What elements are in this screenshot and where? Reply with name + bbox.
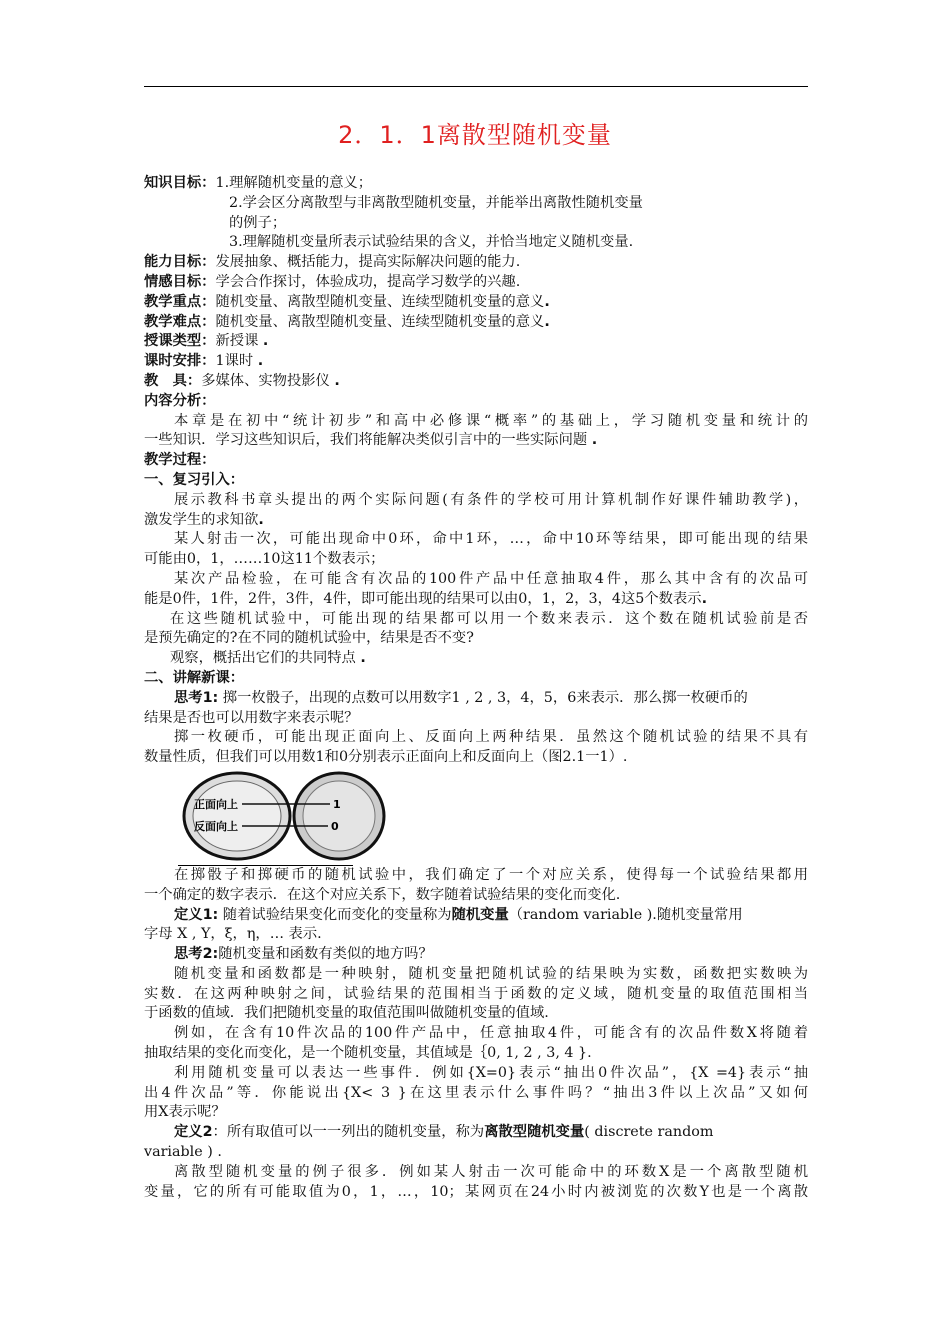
- header-rule: [144, 86, 808, 87]
- key-point-text: 随机变量、离散型随机变量、连续型随机变量的意义: [215, 293, 545, 310]
- event-text-1: 利用随机变量可以表达一些事件．例如{X=0}表示“抽出0件次品”，{X =4}表示“抽: [174, 1064, 808, 1081]
- section-1-heading: 一、复习引入：: [144, 471, 245, 488]
- ability-text: 发展抽象、概括能力，提高实际解决问题的能力.: [215, 254, 521, 271]
- sec1-p3a: 某次产品检验，在可能含有次品的100件产品中任意抽取4件，那么其中含有的次品可: [174, 570, 808, 587]
- think-2-text: 随机变量和函数有类似的地方吗？: [218, 946, 433, 963]
- document-body: 知识目标：1.理解随机变量的意义； 2.学会区分离散型与非离散型随机变量，并能举出离散性随机变量 的例子； 3.理解随机变量所表示试验结果的含义，并恰当地定义随机变量. 能力目标：发展抽象、概括能力，提高实际解决问题的能力. 情感目标：学会合作探讨，体验成功，提高学习数学的兴趣. 教学重点：随机变量、离散型随机变量、连续型随机变量的意义. 教学难点：随机变量、离散型随机变量、连续型随机变量的意义. 授课类型：新授课 . 课时安排：1课时 . 教 具：多媒体、实物投影仪 . 内容分析： 本章是在初中“统计初步”和高中必修课“概率”的基础上，学习随机变量和统计的 一些知识．学习这些知识后，我们将能解决类似引言中的一些实际问题 . 教学过程： 一、复习引入： 展示教科书章头提出的两个实际问题(有条件的学校可用计算机制作好课件辅助教学)， 激发学生的求知欲. 某人射击一次，可能出现命中0环，命中1环，…，命中10环等结果，即可能出现的结果 可能由0，1，……10这11个数表示； 某次产品检验，在可能含有次品的100件产品中任意抽取4件，那么其中含有的次品可 能是0件，1件，2件，3件，4件，即可能出现的结果可以由0，1，2，3，4这5个数表示. 在这些随机试验中，可能出现的结果都可以用一个数来表示．这个数在随机试验前是否 是预先确定的?在不同的随机试验中，结果是否不变? 观察，概括出它们的共同特点 . 二、讲解新课： 思考1: 掷一枚骰子，出现的点数可以用数字1 , 2 , 3，4，5，6来表示．那么掷一枚硬币的 结果是否也可以用数字来表示呢？ 掷一枚硬币，可能出现正面向上、反面向上两种结果．虽然这个随机试验的结果不具有 数量性质，但我们可以用数1和0分别表示正面向上和反面向上（图2.1一1）. 正面向上 反面向上 1 0 在掷骰子和掷硬币的随机试验中，我们确定了一个对应关系，使得每一个试验结果都用 一个确定的数字表示．在这个对应关系下，数字随着试验结果的变化而变化. 定义1: 随着试验结果变化而变化的变量称为随机变量（random variable ).随机变量常用 字母 X , Y，ξ，η，… 表示. 思考2:随机变量和函数有类似的地方吗？ 随机变量和函数都是一种映射，随机变量把随机试验的结果映为实数，函数把实数映为 实数．在这两种映射之间，试验结果的范围相当于函数的定义域，随机变量的取值范围相当 于函数的值域．我们把随机变量的取值范围叫做随机变量的值域. 例如，在含有10件次品的100件产品中，任意抽取4件，可能含有的次品件数X将随着 抽取结果的变化而变化，是一个随机变量，其值域是｛0, 1, 2 , 3, 4 }. 利用随机变量可以表达一些事件．例如{X=0}表示“抽出0件次品”，{X =4}表示“抽 出4件次品”等．你能说出{X< 3 }在这里表示什么事件吗？“抽出3件以上次品”又如何 用X表示呢？ 定义2：所有取值可以一一列出的随机变量，称为离散型随机变量( discrete random variable ) . 离散型随机变量的例子很多．例如某人射击一次可能命中的环数X是一个离散型随机 变量，它的所有可能取值为0，1，…，10；某网页在24小时内被浏览的次数Y也是一个离散: [144, 174, 808, 1202]
- label-number-one: 1: [333, 797, 341, 811]
- definition-1-term: 随机变量: [451, 906, 509, 923]
- sec1-p4b: 是预先确定的?在不同的随机试验中，结果是否不变?: [144, 630, 474, 647]
- knowledge-item-2b: 的例子；: [229, 214, 287, 231]
- label-heads-up: 正面向上: [194, 797, 238, 811]
- label-tails-up: 反面向上: [194, 819, 238, 833]
- hours-text: 1课时: [215, 353, 254, 370]
- sec1-p4a: 在这些随机试验中，可能出现的结果都可以用一个数来表示．这个数在随机试验前是否: [170, 610, 808, 627]
- definition-2-line-2: variable ) .: [144, 1144, 222, 1161]
- hours-label: 课时安排：: [144, 353, 216, 370]
- process-label: 教学过程：: [144, 452, 216, 469]
- emotion-label: 情感目标：: [144, 273, 216, 290]
- mapping-text-2: 一个确定的数字表示．在这个对应关系下，数字随着试验结果的变化而变化.: [144, 886, 621, 903]
- sec1-p2b: 可能由0，1，……10这11个数表示；: [144, 551, 385, 568]
- definition-2-label: 定义2: [174, 1124, 213, 1141]
- example-text-1: 例如，在含有10件次品的100件产品中，任意抽取4件，可能含有的次品件数X将随着: [174, 1025, 808, 1042]
- sec1-p3b: 能是0件，1件，2件，3件，4件，即可能出现的结果可以由0，1，2，3，4这5个数表示: [144, 590, 702, 607]
- difficulty-label: 教学难点：: [144, 313, 216, 330]
- tools-text: 多媒体、实物投影仪: [201, 372, 330, 389]
- sec1-p5: 观察，概括出它们的共同特点: [170, 650, 356, 667]
- outcome-ellipse-inner: [193, 781, 281, 851]
- difficulty-text: 随机变量、离散型随机变量、连续型随机变量的意义: [215, 313, 545, 330]
- sec1-p2a: 某人射击一次，可能出现命中0环，命中1环，…，命中10环等结果，即可能出现的结果: [174, 531, 808, 548]
- coin-text-1: 掷一枚硬币，可能出现正面向上、反面向上两种结果．虽然这个随机试验的结果不具有: [174, 729, 808, 746]
- definition-1-line-2: 字母 X , Y，ξ，η，… 表示.: [144, 926, 322, 943]
- definition-2-pre: ：所有取值可以一一列出的随机变量，称为: [212, 1124, 485, 1141]
- lesson-type-label: 授课类型：: [144, 333, 216, 350]
- definition-2-term: 离散型随机变量: [484, 1124, 585, 1141]
- label-number-zero: 0: [331, 819, 339, 833]
- think-1-label: 思考1:: [174, 689, 219, 706]
- definition-1-post: （random variable ).随机变量常用: [508, 906, 743, 923]
- figure-underline: [178, 865, 353, 866]
- discrete-text-1: 离散型随机变量的例子很多．例如某人射击一次可能命中的环数X是一个离散型随机: [174, 1163, 808, 1180]
- mapping-text-1: 在掷骰子和掷硬币的随机试验中，我们确定了一个对应关系，使得每一个试验结果都用: [174, 866, 808, 883]
- number-ellipse-inner: [303, 781, 375, 851]
- think-1-text-b: 结果是否也可以用数字来表示呢？: [144, 709, 359, 726]
- example-text-2: 抽取结果的变化而变化，是一个随机变量，其值域是｛0, 1, 2 , 3, 4 }.: [144, 1045, 592, 1062]
- knowledge-item-1: 1.理解随机变量的意义；: [215, 175, 373, 191]
- coin-text-2: 数量性质，但我们可以用数1和0分别表示正面向上和反面向上（图2.1一1）.: [144, 749, 628, 766]
- analysis-label: 内容分析：: [144, 392, 216, 409]
- coin-mapping-diagram: [182, 770, 442, 862]
- event-text-2: 出4件次品”等．你能说出{X< 3 }在这里表示什么事件吗？“抽出3件以上次品”又如何: [144, 1084, 808, 1101]
- page-title: 2．1．1离散型随机变量: [338, 121, 612, 149]
- knowledge-item-2a: 2.学会区分离散型与非离散型随机变量，并能举出离散性随机变量: [229, 194, 643, 211]
- lesson-type-text: 新授课: [215, 333, 259, 350]
- think-2-label: 思考2:: [174, 946, 219, 963]
- sec1-p1b: 激发学生的求知欲: [144, 511, 259, 528]
- key-point-label: 教学重点：: [144, 293, 216, 310]
- knowledge-item-3: 3.理解随机变量所表示试验结果的含义，并恰当地定义随机变量.: [229, 234, 634, 251]
- tools-label: 教 具：: [144, 372, 202, 389]
- function-text-1: 随机变量和函数都是一种映射，随机变量把随机试验的结果映为实数，函数把实数映为: [174, 965, 808, 982]
- ability-label: 能力目标：: [144, 254, 216, 271]
- analysis-line-2: 一些知识．学习这些知识后，我们将能解决类似引言中的一些实际问题: [144, 432, 588, 449]
- think-1-text-a: 掷一枚骰子，出现的点数可以用数字1 , 2 , 3，4，5，6来表示．那么掷一枚硬币的: [218, 689, 748, 706]
- event-text-3: 用X表示呢？: [144, 1104, 226, 1121]
- analysis-line-1: 本章是在初中“统计初步”和高中必修课“概率”的基础上，学习随机变量和统计的: [174, 412, 808, 429]
- function-text-3: 于函数的值域．我们把随机变量的取值范围叫做随机变量的值域.: [144, 1005, 549, 1022]
- section-2-heading: 二、讲解新课：: [144, 669, 245, 686]
- emotion-text: 学会合作探讨，体验成功，提高学习数学的兴趣.: [215, 273, 521, 290]
- definition-2-post: ( discrete random: [584, 1124, 714, 1141]
- sec1-p1a: 展示教科书章头提出的两个实际问题(有条件的学校可用计算机制作好课件辅助教学)，: [174, 491, 808, 508]
- definition-1-pre: 随着试验结果变化而变化的变量称为: [218, 906, 452, 923]
- function-text-2: 实数．在这两种映射之间，试验结果的范围相当于函数的定义域，随机变量的取值范围相当: [144, 985, 808, 1002]
- coin-mapping-figure: [144, 768, 808, 866]
- knowledge-label: 知识目标：: [144, 175, 216, 191]
- discrete-text-2: 变量，它的所有可能取值为0，1，…，10；某网页在24小时内被浏览的次数Y也是一个离散: [144, 1183, 808, 1200]
- definition-1-label: 定义1:: [174, 906, 219, 923]
